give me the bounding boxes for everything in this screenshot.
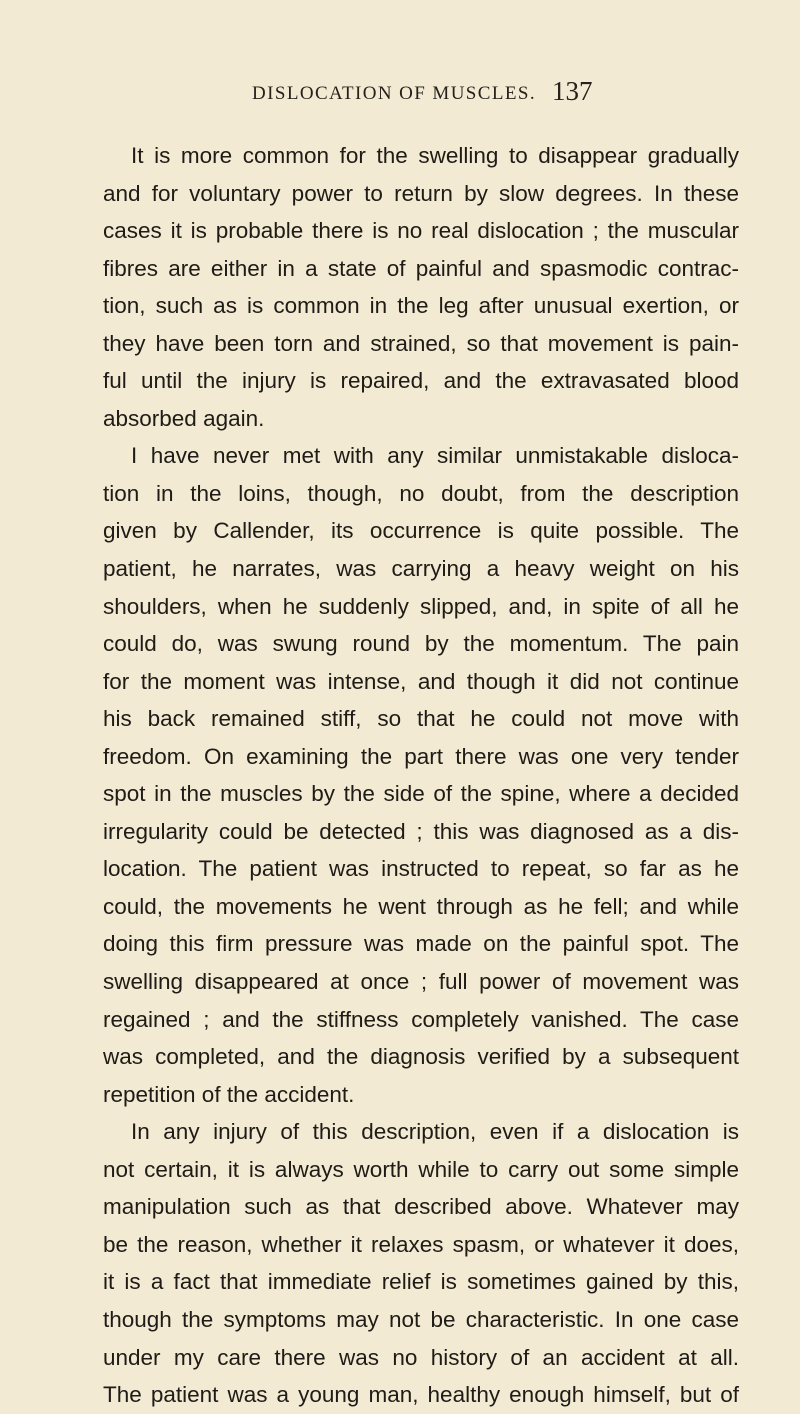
text-line: ful until the injury is repaired, and the extravasated blood	[103, 368, 739, 394]
text-line: and for voluntary power to return by slow degrees. In these	[103, 180, 739, 206]
text-line: absorbed again.	[103, 405, 265, 431]
text-line: shoulders, when he suddenly slipped, and, in spite of all he	[103, 593, 739, 619]
text-line: freedom. On examining the part there was one very tender	[103, 743, 739, 769]
text-line: patient, he narrates, was carrying a heavy weight on his	[103, 556, 739, 582]
running-title: DISLOCATION OF MUSCLES.	[252, 83, 536, 104]
text-line: I have never met with any similar unmistakable disloca-	[131, 443, 739, 469]
text-line: his back remained stiff, so that he could not move with	[103, 706, 739, 732]
text-line: It is more common for the swelling to disappear gradually	[131, 143, 739, 168]
text-line: fibres are either in a state of painful and spasmodic contrac-	[103, 255, 739, 281]
text-line: cases it is probable there is no real dislocation ; the muscular	[103, 218, 739, 244]
body-text	[103, 137, 739, 1414]
text-line: repetition of the accident.	[103, 1081, 355, 1107]
text-line: regained ; and the stiffness completely vanished. The case	[103, 1006, 739, 1032]
text-line: could, the movements he went through as he fell; and while	[103, 893, 739, 919]
text-line: swelling disappeared at once ; full power of movement was	[103, 969, 739, 995]
text-line: they have been torn and strained, so that movement is pain-	[103, 330, 739, 356]
text-line: irregularity could be detected ; this was diagnosed as a dis-	[103, 818, 739, 844]
text-line: tion, such as is common in the leg after unusual exertion, or	[103, 293, 739, 319]
text-line: was completed, and the diagnosis verified by a subsequent	[103, 1044, 739, 1070]
text-line: not certain, it is always worth while to carry out some simple	[103, 1156, 739, 1182]
text-line: doing this firm pressure was made on the painful spot. The	[103, 931, 739, 957]
page-number: 137	[552, 76, 593, 106]
text-line: spot in the muscles by the side of the spine, where a decided	[103, 781, 739, 807]
text-line: under my care there was no history of an accident at all.	[103, 1344, 739, 1370]
text-line: for the moment was intense, and though it did not continue	[103, 668, 739, 694]
text-line: In any injury of this description, even if a dislocation is	[131, 1119, 739, 1145]
text-line: could do, was swung round by the momentum. The pain	[103, 631, 739, 657]
text-line: given by Callender, its occurrence is quite possible. The	[103, 518, 739, 544]
text-line: tion in the loins, though, no doubt, from the description	[103, 480, 739, 506]
text-line: it is a fact that immediate relief is sometimes gained by this,	[103, 1269, 739, 1295]
text-line: though the symptoms may not be characteristic. In one case	[103, 1306, 739, 1332]
text-line: location. The patient was instructed to repeat, so far as he	[103, 856, 739, 882]
text-line: The patient was a young man, healthy enough himself, but of	[103, 1382, 739, 1408]
text-line: be the reason, whether it relaxes spasm, or whatever it does,	[103, 1231, 739, 1257]
text-line: manipulation such as that described above. Whatever may	[103, 1194, 739, 1220]
